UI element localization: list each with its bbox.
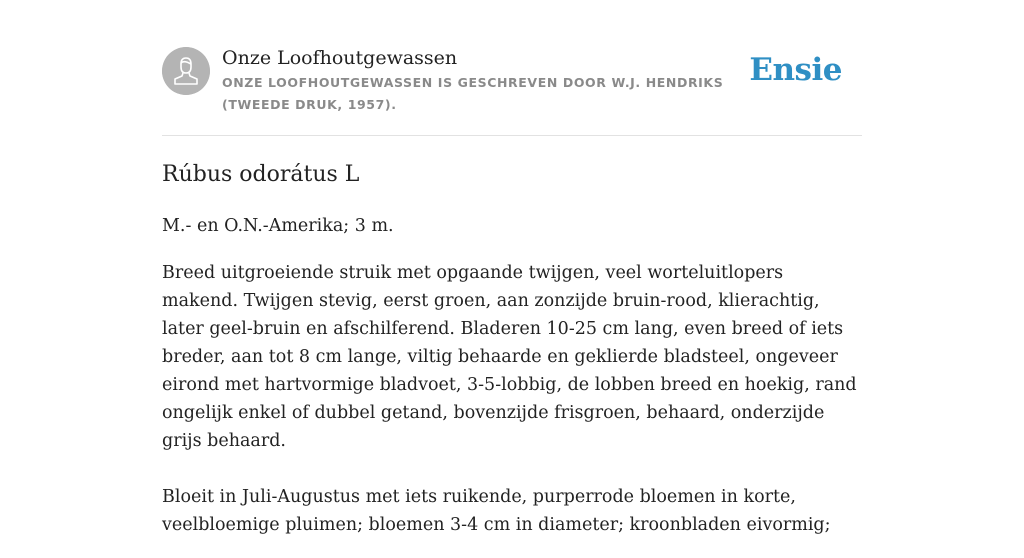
source-avatar[interactable] [162,47,210,95]
entry-title: Rúbus odorátus L [162,162,360,187]
source-title[interactable]: Onze Loofhoutgewassen [222,47,458,69]
ensie-logo[interactable]: Ensie [749,52,842,88]
entry-paragraph-description: Breed uitgroeiende struik met opgaande twijgen, veel worteluitlopers makend. Twijgen stevig, eerst groen, aan zonzijde bruin-rood, klierachtig, later geel-bruin en afschilferend. Bladeren 10-25 cm lang, even breed of iets breder, aan tot 8 cm lange, viltig behaarde en geklierde bladsteel, ongeveer eirond met hartvormige bladvoet, 3-5-lobbig, de lobben breed en hoekig, rand ongelijk enkel of dubbel getand, bovenzijde frisgroen, behaard, onderzijde grijs behaard. [162,263,857,451]
entry-body [162,212,862,558]
entry-paragraph-flowering: Bloeit in Juli-Augustus met iets ruikende, purperrode bloemen in korte, veelbloemige pluimen; bloemen 3-4 cm in diameter; kroonbladen eivormig; [162,487,831,535]
source-description: ONZE LOOFHOUTGEWASSEN IS GESCHREVEN DOOR W.J. HENDRIKS (TWEEDE DRUK, 1957). [222,75,724,112]
user-silhouette-icon [162,47,210,95]
entry-paragraph-origin: M.- en O.N.-Amerika; 3 m. [162,216,394,236]
source-header [162,44,862,136]
